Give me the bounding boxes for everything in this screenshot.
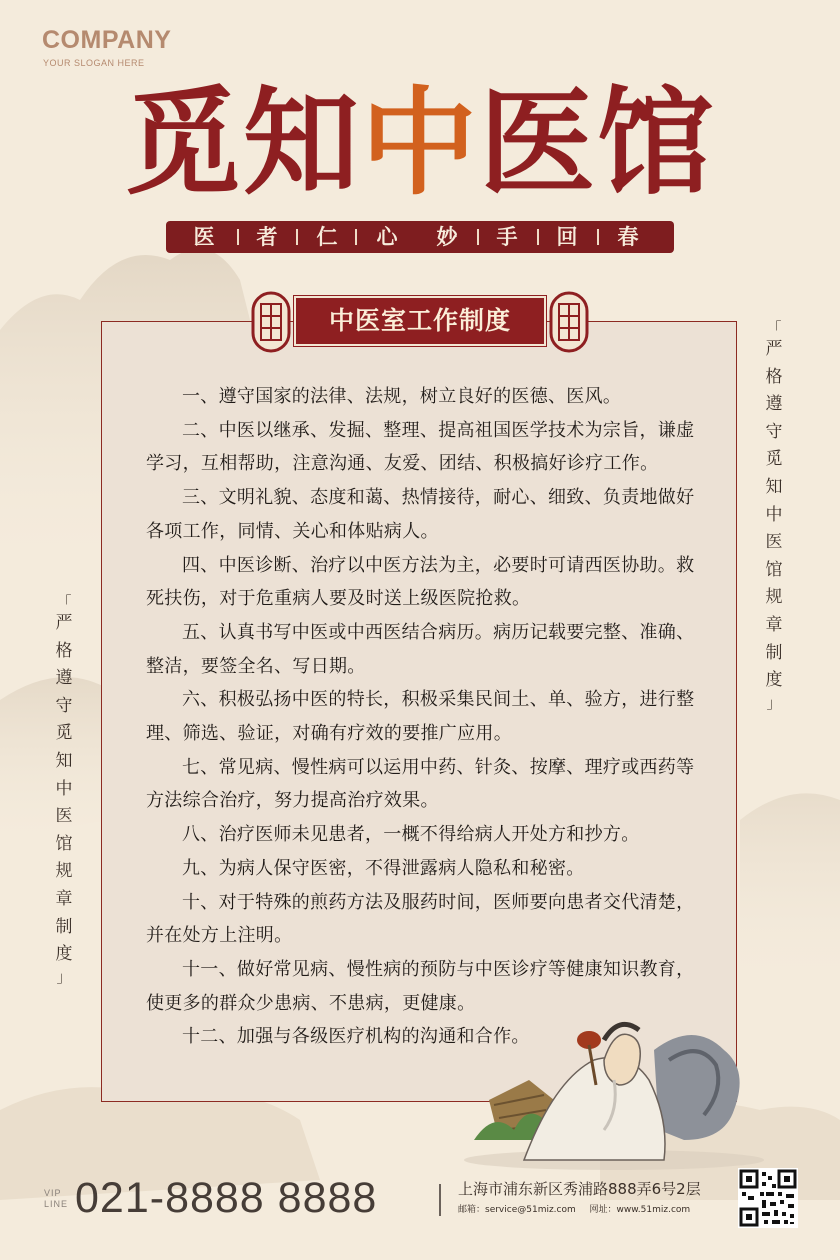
company-logo-text: COMPANY xyxy=(42,26,172,54)
rule-item: 十、对于特殊的煎药方法及服药时间，医师要向患者交代清楚，并在处方上注明。 xyxy=(146,891,695,947)
rule-item: 十一、做好常见病、慢性病的预防与中医诊疗等健康知识教育，使更多的群众少患病、不患病，更健康。 xyxy=(146,958,695,1014)
side-char: 规 xyxy=(55,861,73,882)
side-char: 中 xyxy=(765,504,783,525)
side-char: 格 xyxy=(765,366,783,387)
motto-char: 仁 xyxy=(316,224,338,249)
qr-code-icon[interactable] xyxy=(738,1168,798,1228)
vip-line-label xyxy=(44,1188,68,1210)
side-char: 觅 xyxy=(765,449,783,470)
side-char: 章 xyxy=(765,614,783,635)
motto-char: 心 xyxy=(376,224,398,249)
rule-item: 八、治疗医师未见患者，一概不得给病人开处方和抄方。 xyxy=(182,824,640,846)
motto-divider xyxy=(355,229,357,245)
motto-char: 医 xyxy=(193,224,215,249)
side-char: 章 xyxy=(55,888,73,909)
title-highlight: 中 xyxy=(361,75,479,211)
rule-item: 六、积极弘扬中医的特长，积极采集民间土、单、验方，进行整理、筛选、验证，对确有疗效的要推广应用。 xyxy=(146,689,695,745)
bracket-open: 「 xyxy=(56,593,72,611)
side-char: 知 xyxy=(765,476,783,497)
website-text[interactable]: 网址：www.51miz.com xyxy=(589,1205,691,1215)
side-char: 守 xyxy=(765,421,783,442)
side-char: 遵 xyxy=(765,394,783,415)
section-title: 中医室工作制度 xyxy=(328,306,511,335)
section-header xyxy=(250,290,590,354)
vip-label: VIP xyxy=(44,1188,62,1198)
lattice-ornament-icon xyxy=(250,290,292,354)
phone-number[interactable]: 021-8888 8888 xyxy=(75,1174,378,1222)
motto-banner xyxy=(166,221,674,253)
lattice-ornament-icon xyxy=(548,290,590,354)
bracket-close: 」 xyxy=(766,693,782,712)
side-char: 严 xyxy=(55,613,73,633)
side-slogan-left xyxy=(52,594,76,985)
side-char: 制 xyxy=(55,916,73,937)
footer-divider xyxy=(439,1184,441,1216)
motto-divider xyxy=(237,229,239,245)
rule-item: 三、文明礼貌、态度和蔼、热情接待，耐心、细致、负责地做好各项工作，同情、关心和体贴病人。 xyxy=(146,487,695,542)
title-part-2: 医馆 xyxy=(479,75,715,211)
side-char: 格 xyxy=(55,640,73,661)
motto-char: 者 xyxy=(256,224,278,249)
motto-divider xyxy=(296,229,298,245)
address-text: 上海市浦东新区秀浦路888弄6号2层 xyxy=(458,1180,701,1198)
motto-divider xyxy=(477,229,479,245)
main-title xyxy=(0,75,840,211)
company-slogan: YOUR SLOGAN HERE xyxy=(43,58,145,68)
side-char: 制 xyxy=(765,642,783,663)
motto-divider xyxy=(597,229,599,245)
side-char: 馆 xyxy=(765,559,783,580)
side-char: 知 xyxy=(55,750,73,771)
side-char: 度 xyxy=(765,670,783,691)
rule-item: 七、常见病、慢性病可以运用中药、针灸、按摩、理疗或西药等方法综合治疗，努力提高治疗效果。 xyxy=(146,756,695,812)
motto-char: 手 xyxy=(496,224,518,249)
rule-item: 一、遵守国家的法律、法规，树立良好的医德、医风。 xyxy=(182,386,622,407)
motto-char: 妙 xyxy=(436,224,458,249)
side-char: 规 xyxy=(765,587,783,608)
title-part-1: 觅知 xyxy=(125,75,361,211)
side-char: 中 xyxy=(55,778,73,799)
motto-divider xyxy=(537,229,539,245)
bracket-open: 「 xyxy=(766,319,782,337)
side-char: 守 xyxy=(55,695,73,716)
rule-item: 四、中医诊断、治疗以中医方法为主，必要时可请西医协助。救死扶伤，对于危重病人要及时送上级医院抢救。 xyxy=(146,554,695,610)
side-char: 医 xyxy=(765,532,783,553)
motto-char: 回 xyxy=(556,224,578,249)
side-char: 馆 xyxy=(55,833,73,854)
rule-item: 九、为病人保守医密，不得泄露病人隐私和秘密。 xyxy=(182,857,585,879)
side-char: 医 xyxy=(55,806,73,827)
side-char: 严 xyxy=(765,339,783,359)
side-slogan-right xyxy=(762,320,786,711)
rule-item: 十二、加强与各级医疗机构的沟通和合作。 xyxy=(182,1026,530,1048)
section-title-box xyxy=(294,296,546,346)
line-label: LINE xyxy=(44,1199,69,1209)
rule-item: 二、中医以继承、发掘、整理、提高祖国医学技术为宗旨，谦虚学习，互相帮助，注意沟通、友爱、团结、积极搞好诊疗工作。 xyxy=(146,419,695,475)
motto-char: 春 xyxy=(617,224,639,249)
footer-contact xyxy=(0,1168,840,1238)
rules-list xyxy=(146,380,698,1054)
bracket-close: 」 xyxy=(56,967,72,986)
email-text[interactable]: 邮箱：service@51miz.com xyxy=(458,1205,576,1215)
contact-details xyxy=(458,1204,690,1216)
rule-item: 五、认真书写中医或中西医结合病历。病历记载要完整、准确、整洁，要签全名、写日期。 xyxy=(146,621,695,677)
doctor-illustration xyxy=(454,990,774,1170)
side-char: 遵 xyxy=(55,668,73,689)
side-char: 觅 xyxy=(55,723,73,744)
side-char: 度 xyxy=(55,944,73,965)
